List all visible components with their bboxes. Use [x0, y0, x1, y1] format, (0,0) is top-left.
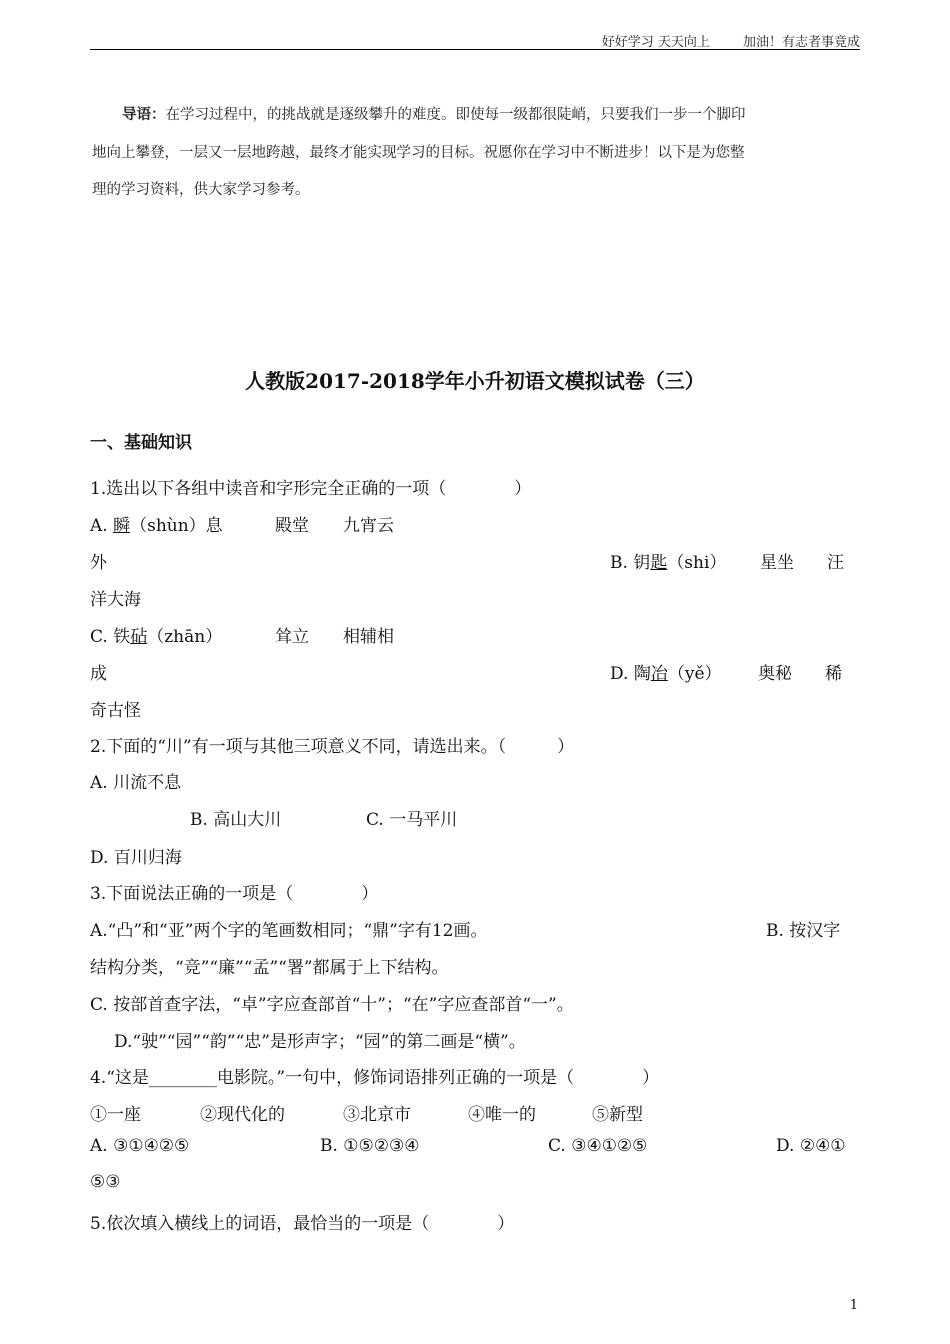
q2-option-a: A. 川流不息: [90, 773, 182, 793]
q2-option-c: C. 一马平川: [366, 810, 458, 830]
q4-option-d: D. ②④①: [776, 1136, 846, 1156]
q4-item-1: ①一座: [90, 1105, 141, 1125]
q4-item-2: ②现代化的: [200, 1105, 285, 1125]
q3-option-a: A.“凸”和“亚”两个字的笔画数相同；“鼎”字有12画。: [90, 921, 488, 941]
q4-option-b: B. ①⑤②③④: [320, 1136, 420, 1156]
q1-c-underlined-char: 砧: [130, 627, 148, 647]
q4-option-a: A. ③①④②⑤: [90, 1136, 190, 1156]
q1-option-c: C. 铁砧（zhān）: [90, 627, 223, 647]
q1-option-d: D. 陶冶（yě）: [610, 664, 722, 684]
q1-c-word3: 相辅相: [343, 627, 394, 647]
q1-d-continued: 奇古怪: [90, 701, 141, 721]
q2-stem: 2.下面的“川”有一项与其他三项意义不同，请选出来。（ ）: [90, 737, 575, 757]
header-left-motto: 好好学习 天天向上: [601, 35, 710, 50]
intro-line-1-text: 在学习过程中，的挑战就是逐级攀升的难度。即使每一级都很陡峭，只要我们一步一个脚印: [165, 107, 746, 123]
exam-title: 人教版2017-2018学年小升初语文模拟试卷（三）: [245, 369, 705, 393]
q1-b-underlined-char: 匙: [650, 553, 668, 573]
q3-option-d: D.“驶”“园”“韵”“忠”是形声字；“园”的第二画是“横”。: [114, 1032, 526, 1052]
q1-c-continued: 成: [90, 664, 107, 684]
q1-d-underlined-char: 冶: [650, 664, 668, 684]
q3-option-c: C. 按部首查字法，“卓”字应查部首“十”；“在”字应查部首“一”。: [90, 995, 574, 1015]
q4-stem: 4.“这是________电影院。”一句中，修饰词语排列正确的一项是（ ）: [90, 1068, 660, 1088]
q1-b-continued: 洋大海: [90, 590, 141, 610]
q1-a-word2: 殿堂: [275, 516, 309, 536]
q4-item-4: ④唯一的: [468, 1105, 536, 1125]
q1-b-word3: 汪: [827, 553, 844, 573]
q1-c-word2: 耸立: [275, 627, 309, 647]
page-number: 1: [849, 1298, 858, 1313]
q2-option-b: B. 高山大川: [190, 810, 282, 830]
q4-item-5: ⑤新型: [592, 1105, 643, 1125]
q4-option-c: C. ③④①②⑤: [548, 1136, 648, 1156]
q1-b-word2: 星坐: [760, 553, 794, 573]
intro-line-3: 理的学习资料，供大家学习参考。: [92, 182, 310, 198]
q1-a-underlined-char: 瞬: [113, 516, 131, 536]
q4-item-3: ③北京市: [343, 1105, 411, 1125]
q1-option-b: B. 钥匙（shi）: [610, 553, 727, 573]
section-heading: 一、基础知识: [90, 433, 192, 453]
page-header-mottos: [602, 31, 860, 50]
q3-option-b: B. 按汉字: [766, 921, 841, 941]
q5-stem: 5.依次填入横线上的词语，最恰当的一项是（ ）: [90, 1214, 515, 1234]
q2-option-d: D. 百川归海: [90, 848, 182, 868]
q1-d-word3: 稀: [825, 664, 842, 684]
intro-label: 导语：: [122, 106, 166, 123]
q1-option-a: A. 瞬（shùn）息: [90, 516, 223, 536]
header-divider: [90, 49, 860, 50]
q1-stem: 1.选出以下各组中读音和字形完全正确的一项（ ）: [90, 479, 532, 499]
q4-option-d-continued: ⑤③: [90, 1172, 121, 1192]
q1-a-word3: 九宵云: [343, 516, 394, 536]
q3-stem: 3.下面说法正确的一项是（ ）: [90, 884, 379, 904]
q3-option-b-continued: 结构分类，“竞”“廉”“孟”“署”都属于上下结构。: [90, 958, 449, 978]
q1-a-continued: 外: [90, 553, 107, 573]
intro-line-1: [122, 103, 892, 124]
intro-line-2: 地向上攀登，一层又一层地跨越，最终才能实现学习的目标。祝愿你在学习中不断进步！以下是为您整: [92, 145, 745, 161]
header-right-motto: 加油！有志者事竟成: [742, 35, 860, 50]
q1-d-word2: 奥秘: [758, 664, 792, 684]
